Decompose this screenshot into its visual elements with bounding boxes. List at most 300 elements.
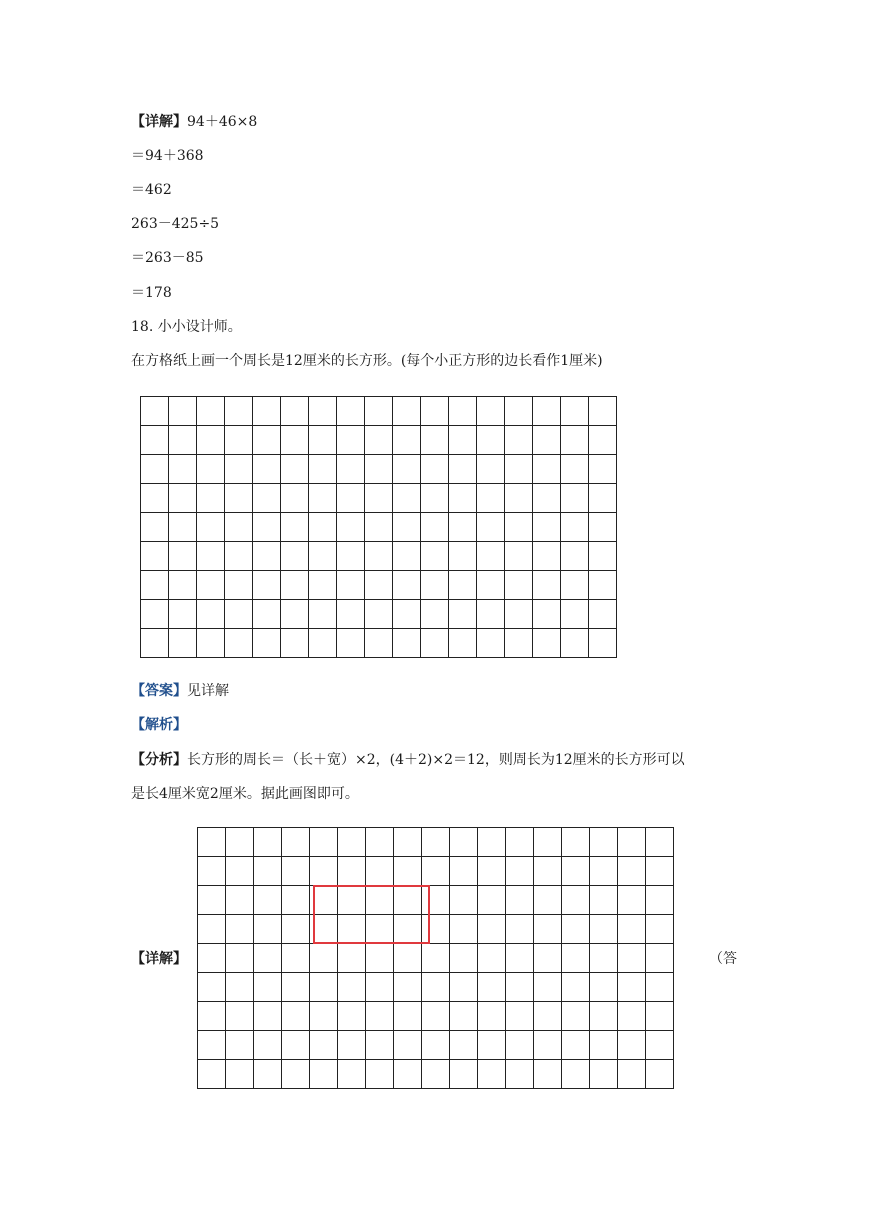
grid-cell bbox=[450, 915, 478, 944]
grid-cell bbox=[478, 1060, 506, 1089]
grid-cell bbox=[477, 600, 505, 629]
grid-cell bbox=[198, 915, 226, 944]
grid-cell bbox=[226, 1002, 254, 1031]
grid-cell bbox=[646, 944, 674, 973]
grid-cell bbox=[590, 944, 618, 973]
grid-cell bbox=[562, 915, 590, 944]
calc-step-1: ＝94＋368 bbox=[131, 148, 204, 164]
calc-expression-2: 263－425÷5 bbox=[131, 216, 220, 232]
grid-cell bbox=[365, 542, 393, 571]
grid-cell bbox=[422, 1031, 450, 1060]
grid-cell bbox=[449, 397, 477, 426]
grid-cell bbox=[309, 426, 337, 455]
grid-row bbox=[198, 886, 674, 915]
grid-cell bbox=[478, 915, 506, 944]
grid-cell bbox=[310, 973, 338, 1002]
grid-cell bbox=[589, 542, 617, 571]
grid-cell bbox=[534, 857, 562, 886]
grid-cell bbox=[393, 629, 421, 658]
grid-cell bbox=[281, 397, 309, 426]
grid-cell bbox=[590, 1060, 618, 1089]
grid-cell bbox=[421, 455, 449, 484]
grid-cell bbox=[478, 857, 506, 886]
grid-cell bbox=[561, 542, 589, 571]
grid-cell bbox=[338, 973, 366, 1002]
grid-cell bbox=[254, 886, 282, 915]
grid-cell bbox=[478, 1031, 506, 1060]
grid-cell bbox=[169, 542, 197, 571]
grid-cell bbox=[197, 542, 225, 571]
grid-cell bbox=[141, 542, 169, 571]
grid-cell bbox=[618, 915, 646, 944]
grid-cell bbox=[393, 397, 421, 426]
grid-cell bbox=[394, 1060, 422, 1089]
grid-cell bbox=[393, 600, 421, 629]
grid-cell bbox=[561, 455, 589, 484]
grid-cell bbox=[618, 1060, 646, 1089]
calc-expression-1 bbox=[131, 112, 257, 132]
grid-cell bbox=[310, 1002, 338, 1031]
grid-cell bbox=[169, 571, 197, 600]
grid-cell bbox=[505, 600, 533, 629]
grid-cell bbox=[366, 944, 394, 973]
grid-cell bbox=[310, 1060, 338, 1089]
grid-cell bbox=[198, 886, 226, 915]
grid-cell bbox=[393, 571, 421, 600]
grid-cell bbox=[449, 600, 477, 629]
grid-row bbox=[198, 944, 674, 973]
grid-cell bbox=[449, 484, 477, 513]
grid-cell bbox=[394, 857, 422, 886]
grid-cell bbox=[310, 828, 338, 857]
grid-cell bbox=[225, 629, 253, 658]
grid-cell bbox=[562, 1031, 590, 1060]
grid-cell bbox=[533, 484, 561, 513]
grid-cell bbox=[282, 886, 310, 915]
answer-grid bbox=[197, 827, 674, 1089]
grid-cell bbox=[478, 828, 506, 857]
calc-step-4: ＝178 bbox=[131, 285, 172, 301]
grid-cell bbox=[505, 455, 533, 484]
grid-cell bbox=[505, 484, 533, 513]
grid-cell bbox=[394, 1002, 422, 1031]
grid-row bbox=[141, 542, 617, 571]
grid-cell bbox=[337, 513, 365, 542]
grid-cell bbox=[477, 542, 505, 571]
grid-cell bbox=[589, 513, 617, 542]
trailing-text: （答 bbox=[709, 951, 737, 967]
grid-cell bbox=[197, 426, 225, 455]
grid-cell bbox=[198, 1002, 226, 1031]
grid-cell bbox=[197, 513, 225, 542]
grid-cell bbox=[477, 426, 505, 455]
grid-cell bbox=[281, 513, 309, 542]
grid-row bbox=[198, 857, 674, 886]
grid-cell bbox=[197, 455, 225, 484]
grid-cell bbox=[253, 484, 281, 513]
grid-cell bbox=[253, 571, 281, 600]
grid-cell bbox=[226, 857, 254, 886]
grid-cell bbox=[282, 973, 310, 1002]
grid-row bbox=[198, 973, 674, 1002]
grid-cell bbox=[561, 600, 589, 629]
grid-cell bbox=[561, 513, 589, 542]
grid-cell bbox=[506, 886, 534, 915]
grid-cell bbox=[590, 915, 618, 944]
grid-cell bbox=[422, 828, 450, 857]
grid-cell bbox=[198, 1031, 226, 1060]
grid-cell bbox=[505, 513, 533, 542]
grid-cell bbox=[589, 571, 617, 600]
grid-cell bbox=[533, 542, 561, 571]
grid-cell bbox=[422, 857, 450, 886]
grid-cell bbox=[646, 886, 674, 915]
grid-cell bbox=[449, 629, 477, 658]
grid-cell bbox=[282, 1031, 310, 1060]
grid-cell bbox=[590, 857, 618, 886]
question-title: 18. 小小设计师。 bbox=[131, 319, 242, 335]
grid-cell bbox=[365, 455, 393, 484]
grid-cell bbox=[226, 944, 254, 973]
grid-cell bbox=[394, 973, 422, 1002]
grid-cell bbox=[590, 828, 618, 857]
grid-cell bbox=[254, 973, 282, 1002]
grid-cell bbox=[366, 1060, 394, 1089]
grid-cell bbox=[169, 513, 197, 542]
grid-cell bbox=[281, 571, 309, 600]
grid-cell bbox=[254, 915, 282, 944]
grid-cell bbox=[646, 1060, 674, 1089]
grid-cell bbox=[589, 397, 617, 426]
grid-cell bbox=[534, 915, 562, 944]
grid-cell bbox=[561, 426, 589, 455]
grid-cell bbox=[365, 571, 393, 600]
grid-cell bbox=[589, 426, 617, 455]
grid-cell bbox=[421, 600, 449, 629]
grid-cell bbox=[310, 944, 338, 973]
grid-cell bbox=[450, 857, 478, 886]
grid-cell bbox=[562, 944, 590, 973]
grid-cell bbox=[226, 915, 254, 944]
grid-cell bbox=[646, 1002, 674, 1031]
grid-cell bbox=[198, 973, 226, 1002]
grid-cell bbox=[309, 484, 337, 513]
grid-cell bbox=[337, 484, 365, 513]
grid-cell bbox=[337, 397, 365, 426]
grid-cell bbox=[338, 828, 366, 857]
grid-cell bbox=[282, 915, 310, 944]
grid-cell bbox=[337, 571, 365, 600]
grid-cell bbox=[169, 600, 197, 629]
detail-label-2: 【详解】 bbox=[131, 951, 187, 967]
grid-cell bbox=[309, 571, 337, 600]
grid-cell bbox=[421, 426, 449, 455]
answer-line bbox=[131, 681, 229, 701]
grid-cell bbox=[226, 886, 254, 915]
grid-cell bbox=[198, 944, 226, 973]
grid-cell bbox=[309, 600, 337, 629]
grid-cell bbox=[505, 629, 533, 658]
grid-cell bbox=[254, 828, 282, 857]
grid-cell bbox=[561, 571, 589, 600]
grid-cell bbox=[506, 1002, 534, 1031]
grid-cell bbox=[449, 571, 477, 600]
grid-cell bbox=[254, 1060, 282, 1089]
grid-cell bbox=[646, 915, 674, 944]
grid-cell bbox=[422, 1002, 450, 1031]
grid-cell bbox=[141, 600, 169, 629]
grid-cell bbox=[365, 513, 393, 542]
grid-cell bbox=[618, 973, 646, 1002]
grid-cell bbox=[590, 973, 618, 1002]
grid-row bbox=[198, 1031, 674, 1060]
grid-cell bbox=[309, 542, 337, 571]
grid-cell bbox=[393, 484, 421, 513]
grid-cell bbox=[505, 542, 533, 571]
grid-cell bbox=[169, 397, 197, 426]
grid-cell bbox=[282, 944, 310, 973]
grid-cell bbox=[590, 1031, 618, 1060]
grid-cell bbox=[197, 397, 225, 426]
grid-cell bbox=[337, 542, 365, 571]
grid-cell bbox=[646, 1031, 674, 1060]
grid-cell bbox=[394, 944, 422, 973]
grid-cell bbox=[618, 886, 646, 915]
grid-cell bbox=[309, 397, 337, 426]
grid-cell bbox=[421, 571, 449, 600]
grid-cell bbox=[198, 857, 226, 886]
grid-cell bbox=[562, 828, 590, 857]
analysis-line-2: 是长4厘米宽2厘米。据此画图即可。 bbox=[131, 786, 359, 802]
analysis-label-line bbox=[131, 715, 187, 735]
grid-cell bbox=[562, 886, 590, 915]
grid-cell bbox=[197, 629, 225, 658]
grid-cell bbox=[449, 513, 477, 542]
grid-cell bbox=[422, 973, 450, 1002]
grid-cell bbox=[505, 426, 533, 455]
grid-cell bbox=[226, 1060, 254, 1089]
grid-cell bbox=[169, 455, 197, 484]
grid-cell bbox=[198, 828, 226, 857]
grid-row bbox=[198, 915, 674, 944]
grid-cell bbox=[253, 455, 281, 484]
grid-cell bbox=[281, 455, 309, 484]
grid-cell bbox=[534, 886, 562, 915]
grid-cell bbox=[533, 426, 561, 455]
grid-cell bbox=[505, 397, 533, 426]
grid-cell bbox=[282, 1002, 310, 1031]
grid-cell bbox=[618, 944, 646, 973]
grid-cell bbox=[254, 944, 282, 973]
grid-cell bbox=[393, 542, 421, 571]
grid-cell bbox=[450, 828, 478, 857]
grid-cell bbox=[534, 1031, 562, 1060]
detail-label-1: 【详解】 bbox=[131, 114, 187, 130]
grid-cell bbox=[618, 857, 646, 886]
grid-cell bbox=[366, 1031, 394, 1060]
expr-1: 94＋46×8 bbox=[187, 114, 258, 130]
grid-cell bbox=[366, 828, 394, 857]
grid-cell bbox=[646, 857, 674, 886]
grid-cell bbox=[534, 1002, 562, 1031]
grid-cell bbox=[421, 513, 449, 542]
grid-cell bbox=[421, 484, 449, 513]
grid-cell bbox=[253, 426, 281, 455]
grid-row bbox=[141, 484, 617, 513]
grid-cell bbox=[450, 973, 478, 1002]
grid-cell bbox=[618, 828, 646, 857]
grid-cell bbox=[309, 455, 337, 484]
grid-cell bbox=[449, 426, 477, 455]
grid-row bbox=[141, 600, 617, 629]
blank-grid bbox=[140, 396, 617, 658]
grid-cell bbox=[506, 857, 534, 886]
grid-cell bbox=[477, 455, 505, 484]
question-prompt: 在方格纸上画一个周长是12厘米的长方形。(每个小正方形的边长看作1厘米) bbox=[131, 353, 603, 369]
grid-cell bbox=[646, 828, 674, 857]
grid-cell bbox=[253, 513, 281, 542]
grid-cell bbox=[225, 455, 253, 484]
grid-cell bbox=[197, 484, 225, 513]
grid-cell bbox=[141, 629, 169, 658]
grid-cell bbox=[253, 600, 281, 629]
grid-cell bbox=[533, 455, 561, 484]
grid-cell bbox=[477, 513, 505, 542]
grid-cell bbox=[225, 542, 253, 571]
grid-cell bbox=[253, 397, 281, 426]
grid-cell bbox=[253, 542, 281, 571]
grid-cell bbox=[225, 426, 253, 455]
grid-cell bbox=[226, 828, 254, 857]
grid-cell bbox=[310, 1031, 338, 1060]
grid-cell bbox=[338, 1031, 366, 1060]
grid-cell bbox=[421, 397, 449, 426]
grid-cell bbox=[449, 455, 477, 484]
grid-cell bbox=[169, 426, 197, 455]
grid-cell bbox=[449, 542, 477, 571]
grid-cell bbox=[506, 828, 534, 857]
grid-cell bbox=[226, 1031, 254, 1060]
calc-step-2: ＝462 bbox=[131, 182, 172, 198]
grid-cell bbox=[282, 1060, 310, 1089]
grid-cell bbox=[225, 600, 253, 629]
grid-row bbox=[141, 397, 617, 426]
grid-cell bbox=[366, 1002, 394, 1031]
grid-row bbox=[141, 629, 617, 658]
answer-text: 见详解 bbox=[187, 683, 229, 699]
grid-cell bbox=[309, 513, 337, 542]
grid-cell bbox=[365, 484, 393, 513]
grid-cell bbox=[141, 397, 169, 426]
grid-cell bbox=[141, 455, 169, 484]
grid-cell bbox=[225, 484, 253, 513]
grid-cell bbox=[337, 600, 365, 629]
grid-cell bbox=[366, 973, 394, 1002]
analysis-head: 【分析】 bbox=[131, 752, 187, 768]
grid-cell bbox=[589, 455, 617, 484]
grid-cell bbox=[589, 484, 617, 513]
grid-cell bbox=[365, 600, 393, 629]
grid-cell bbox=[366, 857, 394, 886]
grid-cell bbox=[422, 944, 450, 973]
grid-cell bbox=[281, 629, 309, 658]
grid-cell bbox=[477, 484, 505, 513]
grid-cell bbox=[477, 397, 505, 426]
grid-cell bbox=[141, 513, 169, 542]
grid-row bbox=[141, 426, 617, 455]
grid-cell bbox=[337, 426, 365, 455]
grid-cell bbox=[450, 1031, 478, 1060]
grid-cell bbox=[310, 857, 338, 886]
grid-cell bbox=[562, 857, 590, 886]
grid-cell bbox=[590, 1002, 618, 1031]
calc-step-3: ＝263－85 bbox=[131, 250, 204, 266]
grid-cell bbox=[281, 484, 309, 513]
grid-cell bbox=[225, 571, 253, 600]
grid-cell bbox=[338, 857, 366, 886]
grid-cell bbox=[337, 455, 365, 484]
grid-cell bbox=[226, 973, 254, 1002]
grid-cell bbox=[141, 484, 169, 513]
analysis-label: 【解析】 bbox=[131, 717, 187, 733]
grid-cell bbox=[589, 600, 617, 629]
grid-cell bbox=[562, 1002, 590, 1031]
grid-cell bbox=[281, 426, 309, 455]
grid-cell bbox=[450, 1002, 478, 1031]
grid-cell bbox=[450, 886, 478, 915]
grid-cell bbox=[338, 1002, 366, 1031]
grid-cell bbox=[337, 629, 365, 658]
grid-cell bbox=[338, 1060, 366, 1089]
grid-cell bbox=[141, 571, 169, 600]
grid-cell bbox=[506, 1060, 534, 1089]
grid-cell bbox=[562, 973, 590, 1002]
grid-cell bbox=[618, 1002, 646, 1031]
grid-cell bbox=[534, 973, 562, 1002]
grid-cell bbox=[646, 973, 674, 1002]
grid-cell bbox=[450, 944, 478, 973]
grid-cell bbox=[394, 828, 422, 857]
grid-cell bbox=[478, 886, 506, 915]
grid-cell bbox=[562, 1060, 590, 1089]
grid-cell bbox=[561, 484, 589, 513]
grid-cell bbox=[197, 571, 225, 600]
grid-cell bbox=[561, 397, 589, 426]
grid-cell bbox=[533, 397, 561, 426]
grid-cell bbox=[533, 513, 561, 542]
grid-cell bbox=[477, 571, 505, 600]
answer-rectangle bbox=[313, 885, 430, 944]
grid-cell bbox=[393, 426, 421, 455]
grid-cell bbox=[506, 1031, 534, 1060]
analysis-line-1 bbox=[131, 750, 685, 770]
grid-cell bbox=[533, 571, 561, 600]
grid-cell bbox=[225, 397, 253, 426]
grid-cell bbox=[282, 857, 310, 886]
grid-cell bbox=[478, 944, 506, 973]
grid-cell bbox=[393, 513, 421, 542]
grid-cell bbox=[253, 629, 281, 658]
grid-cell bbox=[365, 426, 393, 455]
answer-label: 【答案】 bbox=[131, 683, 187, 699]
grid-cell bbox=[365, 397, 393, 426]
grid-cell bbox=[618, 1031, 646, 1060]
grid-cell bbox=[505, 571, 533, 600]
grid-cell bbox=[534, 828, 562, 857]
grid-cell bbox=[254, 1031, 282, 1060]
grid-cell bbox=[197, 600, 225, 629]
grid-cell bbox=[169, 484, 197, 513]
